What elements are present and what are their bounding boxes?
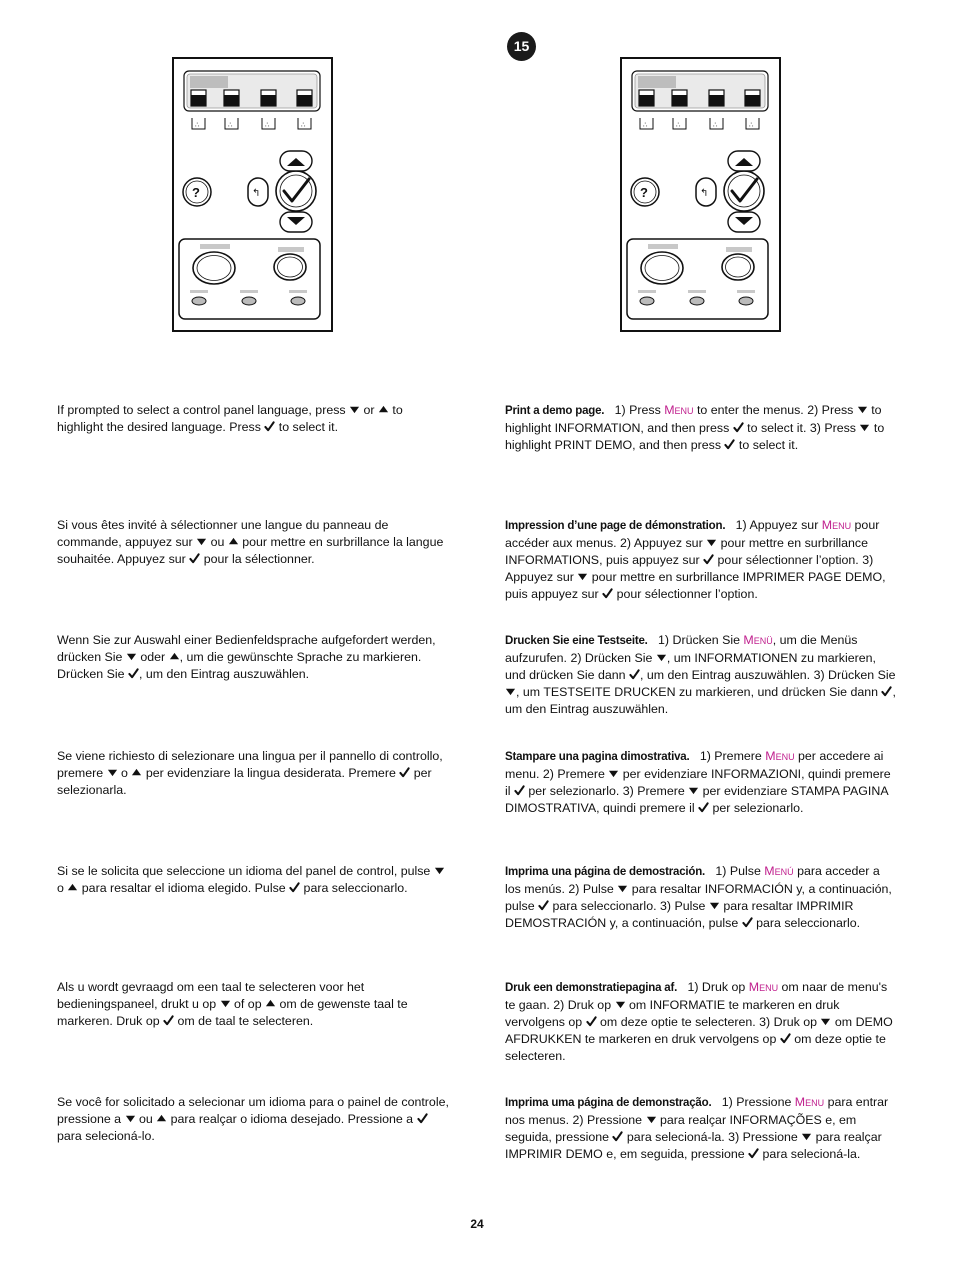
- checkmark-icon: [289, 882, 300, 893]
- instruction-language-fr: Si vous êtes invité à sélectionner une langue du panneau de commande, appuyez sur ou pour mettre en surbrillance la langue souhaitée. Appuyez sur pour la sélectionner.: [57, 518, 444, 566]
- svg-text:∴: ∴: [749, 121, 754, 129]
- down-arrow-icon: [107, 767, 118, 778]
- instruction-demo-nl: Druk een demonstratiepagina af. 1) Druk op Menu om naar de menu's te gaan. 2) Druk op om INFORMATIE te markeren en druk vervolgens op om deze optie te selecteren. 3) Druk op om DEMO AFDRUKKEN te markeren en druk vervolgens op om deze optie te selecteren.: [505, 980, 893, 1063]
- down-arrow-icon: [220, 998, 231, 1009]
- up-arrow-icon: [131, 767, 142, 778]
- up-arrow-icon: [265, 998, 276, 1009]
- down-arrow-icon: [577, 571, 588, 582]
- svg-text:↰: ↰: [700, 188, 709, 199]
- down-arrow-icon: [820, 1016, 831, 1027]
- instruction-heading: Impression d’une page de démonstration.: [505, 520, 726, 532]
- svg-text:∴: ∴: [676, 121, 681, 129]
- menu-option: TESTSEITE DRUCKEN: [543, 685, 676, 699]
- menu-option: INFORMAÇÕES: [729, 1113, 822, 1127]
- instruction-language-de: Wenn Sie zur Auswahl einer Bedienfeldsprache aufgefordert werden, drücken Sie oder , um die gewünschte Sprache zu markieren. Drücken Sie , um den Eintrag auszuwählen.: [57, 633, 436, 681]
- down-arrow-icon: [656, 652, 667, 663]
- up-arrow-icon: [228, 536, 239, 547]
- menu-key-label: Menu: [748, 980, 779, 994]
- menu-key-label: Menu: [765, 749, 795, 763]
- svg-text:?: ?: [640, 185, 648, 200]
- checkmark-icon: [399, 767, 410, 778]
- instruction-heading: Druk een demonstratiepagina af.: [505, 982, 678, 994]
- down-arrow-icon: [608, 768, 619, 779]
- instruction-language-pt: Se você for solicitado a selecionar um idioma para o painel de controle, pressione a ou para realçar o idioma desejado. Pressione a para selecioná-lo.: [57, 1095, 449, 1143]
- control-panel-illustration-right: [620, 57, 781, 332]
- menu-key-label: Menü: [743, 633, 773, 647]
- svg-text:↰: ↰: [252, 188, 261, 199]
- menu-option: INFORMATIONEN: [694, 651, 798, 665]
- up-arrow-icon: [67, 882, 78, 893]
- checkmark-icon: [733, 422, 744, 433]
- up-arrow-icon: [169, 651, 180, 662]
- checkmark-icon: [698, 802, 709, 813]
- menu-option: INFORMATIE: [649, 998, 726, 1012]
- svg-text:∴: ∴: [643, 121, 648, 129]
- control-panel-illustration-left: [172, 57, 333, 332]
- instruction-demo-de: Drucken Sie eine Testseite. 1) Drücken Sie Menü, um die Menüs aufzurufen. 2) Drücken Sie , um INFORMATIONEN zu markieren, und drücken Sie dann , um den Eintrag auszuwählen. 3) Drücken Sie , um TESTSEITE DRUCKEN zu markieren, und drücken Sie dann , um den Eintrag auszuwählen.: [505, 633, 896, 716]
- page-number: 24: [470, 1217, 484, 1231]
- down-arrow-icon: [859, 422, 870, 433]
- menu-option: IMPRIMER PAGE DEMO: [742, 570, 883, 584]
- checkmark-icon: [612, 1131, 623, 1142]
- down-arrow-icon: [801, 1131, 812, 1142]
- checkmark-icon: [538, 900, 549, 911]
- checkmark-icon: [586, 1016, 597, 1027]
- menu-option: INFORMATIONS: [505, 553, 600, 567]
- menu-option: IMPRIMIR DEMO: [505, 1147, 603, 1161]
- checkmark-icon: [602, 588, 613, 599]
- checkmark-icon: [742, 917, 753, 928]
- checkmark-icon: [748, 1148, 759, 1159]
- instruction-language-en: If prompted to select a control panel language, press or to highlight the desired language. Press to select it.: [57, 403, 403, 434]
- checkmark-icon: [881, 686, 892, 697]
- checkmark-icon: [629, 669, 640, 680]
- svg-text:∴: ∴: [301, 121, 306, 129]
- svg-text:?: ?: [192, 185, 200, 200]
- down-arrow-icon: [196, 536, 207, 547]
- checkmark-icon: [514, 785, 525, 796]
- instruction-demo-en: Print a demo page. 1) Press Menu to enter the menus. 2) Press to highlight INFORMATION, and then press to select it. 3) Press to highlight PRINT DEMO, and then press to select it.: [505, 403, 885, 452]
- instruction-language-it: Se viene richiesto di selezionare una lingua per il pannello di controllo, premere o per evidenziare la lingua desiderata. Premere per selezionarla.: [57, 749, 443, 797]
- instruction-heading: Imprima uma página de demonstração.: [505, 1097, 712, 1109]
- instruction-demo-es: Imprima una página de demostración. 1) Pulse Menú para acceder a los menús. 2) Pulse para resaltar INFORMACIÓN y, a continuación, pulse para seleccionarlo. 3) Pulse para resaltar IMPRIMIR DEMOSTRACIÓN y, a continuación, pulse para seleccionarlo.: [505, 864, 892, 930]
- menu-option: IMPRIMIR DEMOSTRACIÓN: [505, 899, 854, 930]
- instruction-demo-it: Stampare una pagina dimostrativa. 1) Premere Menu per accedere ai menu. 2) Premere per evidenziare INFORMAZIONI, quindi premere il per selezionarlo. 3) Premere per evidenziare STAMPA PAGINA DIMOSTRATIVA, quindi premere il per selezionarlo.: [505, 749, 891, 815]
- step-number-badge: 15: [507, 32, 536, 61]
- menu-key-label: Menu: [794, 1095, 825, 1109]
- checkmark-icon: [264, 421, 275, 432]
- svg-text:∴: ∴: [228, 121, 233, 129]
- down-arrow-icon: [125, 1113, 136, 1124]
- instruction-heading: Stampare una pagina dimostrativa.: [505, 751, 690, 763]
- checkmark-icon: [189, 553, 200, 564]
- instruction-language-es: Si se le solicita que seleccione un idioma del panel de control, pulse o para resaltar el idioma elegido. Pulse para seleccionarlo.: [57, 863, 449, 897]
- instruction-demo-pt: Imprima uma página de demonstração. 1) Pressione Menu para entrar nos menus. 2) Pressione para realçar INFORMAÇÕES e, em seguida, pressione para selecioná-la. 3) Pressione para realçar IMPRIMIR DEMO e, em seguida, pressione para selecioná-la.: [505, 1095, 889, 1161]
- checkmark-icon: [417, 1113, 428, 1124]
- menu-option: PRINT DEMO: [554, 438, 633, 452]
- menu-option: INFORMAZIONI: [710, 767, 802, 781]
- svg-text:∴: ∴: [713, 121, 718, 129]
- instruction-language-nl: Als u wordt gevraagd om een taal te selecteren voor het bedieningspaneel, drukt u op of op om de gewenste taal te markeren. Druk op om de taal te selecteren.: [57, 980, 408, 1028]
- down-arrow-icon: [706, 537, 717, 548]
- down-arrow-icon: [688, 785, 699, 796]
- checkmark-icon: [703, 554, 714, 565]
- instruction-heading: Print a demo page.: [505, 405, 605, 417]
- down-arrow-icon: [857, 404, 868, 415]
- down-arrow-icon: [617, 883, 628, 894]
- menu-option: STAMPA PAGINA DIMOSTRATIVA: [505, 784, 888, 815]
- menu-option: INFORMACIÓN: [704, 882, 793, 896]
- svg-text:∴: ∴: [195, 121, 200, 129]
- down-arrow-icon: [505, 686, 516, 697]
- down-arrow-icon: [646, 1114, 657, 1125]
- menu-option: DEMO AFDRUKKEN: [505, 1015, 893, 1046]
- down-arrow-icon: [434, 865, 445, 876]
- down-arrow-icon: [615, 999, 626, 1010]
- svg-text:∴: ∴: [265, 121, 270, 129]
- menu-key-label: Menú: [764, 864, 794, 878]
- menu-option: INFORMATION: [554, 421, 641, 435]
- instruction-heading: Drucken Sie eine Testseite.: [505, 635, 648, 647]
- instruction-heading: Imprima una página de demostración.: [505, 866, 706, 878]
- menu-key-label: Menu: [821, 518, 852, 532]
- up-arrow-icon: [378, 404, 389, 415]
- checkmark-icon: [128, 668, 139, 679]
- checkmark-icon: [724, 439, 735, 450]
- instruction-demo-fr: Impression d’une page de démonstration. 1) Appuyez sur Menu pour accéder aux menus. 2) Appuyez sur pour mettre en surbrillance INFORMATIONS, puis appuyez sur pour sélectionner l’option. 3) Appuyez sur pour mettre en surbrillance IMPRIMER PAGE DEMO, puis appuyez sur pour sélectionner l’option.: [505, 518, 886, 601]
- down-arrow-icon: [709, 900, 720, 911]
- menu-key-label: Menu: [664, 403, 694, 417]
- down-arrow-icon: [126, 651, 137, 662]
- down-arrow-icon: [349, 404, 360, 415]
- checkmark-icon: [163, 1015, 174, 1026]
- checkmark-icon: [780, 1033, 791, 1044]
- up-arrow-icon: [156, 1113, 167, 1124]
